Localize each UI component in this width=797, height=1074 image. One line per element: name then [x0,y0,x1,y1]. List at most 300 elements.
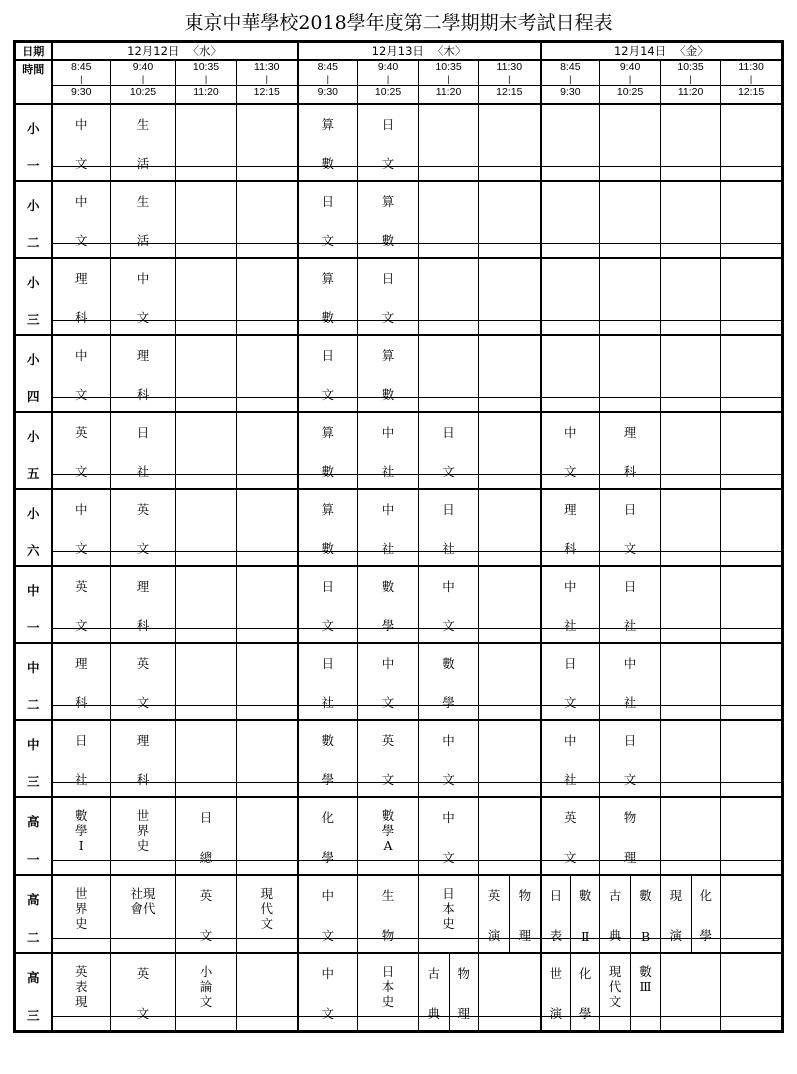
period-time [298,60,358,104]
exam-cell [419,181,479,258]
exam-cell [52,566,111,643]
period-separator: | [508,74,511,84]
period-separator: | [628,74,632,84]
period-separator: | [749,74,753,84]
subject-char-bottom: 科 [136,618,150,633]
subject-char-bottom: 演 [487,928,501,943]
cell-divider [299,320,358,335]
subject-char-top: 理 [564,502,577,517]
exam-cell [358,875,419,953]
exam-cell [111,566,176,643]
exam-cell [237,953,298,1031]
cell-divider [419,166,478,181]
period-start: 11:30 [254,61,280,73]
period-start: 10:35 [435,61,462,73]
cell-divider [542,551,600,566]
date-label: 日期 [15,42,52,61]
day-header-3 [541,42,783,61]
exam-cell [52,104,111,181]
subject-char-bottom: 文 [564,695,577,710]
subject-char-bottom: 文 [381,156,395,171]
exam-cell [661,104,721,181]
grade-level: 小 [26,352,40,367]
subject-char-top: 理 [136,733,150,748]
subject-char-top: 理 [74,271,88,286]
exam-cell [52,643,111,720]
subject-char-top: 日 [564,656,577,671]
period-time [176,60,237,104]
exam-cell [419,335,479,412]
subject-char-top: 世 [549,966,563,981]
subject-char-bottom: 文 [442,464,455,479]
subject-char-bottom: 社 [623,695,637,710]
cell-divider [176,243,236,258]
cell-divider [299,860,358,875]
exam-cell [419,797,479,875]
period-end: 10:25 [111,85,175,97]
subject-char-bottom: 文 [74,387,88,402]
exam-cell [358,489,419,566]
grade-level: 小 [26,121,40,136]
grade-level: 小 [26,429,40,444]
exam-cell [358,104,419,181]
period-end: 12:15 [721,85,781,97]
subject-char-bottom: 文 [321,233,335,248]
subject-char-top: 中 [381,656,395,671]
subject-char-bottom: 理 [457,1005,471,1021]
period-time [661,60,721,104]
cell-divider [542,705,600,720]
subject-char-bottom: 典 [608,928,622,943]
subject-char-bottom: 文 [442,772,455,787]
cell-divider [237,474,297,489]
period-start: 10:35 [677,61,704,73]
subject-char-bottom: 理 [518,928,532,943]
cell-divider [419,1016,478,1031]
subject-char-bottom: 文 [74,464,88,479]
exam-cell [237,875,298,953]
exam-cell [176,489,237,566]
cell-divider [419,628,478,643]
exam-cell [52,489,111,566]
subject-char-bottom: 數 [321,464,335,479]
cell-divider [661,1016,720,1031]
cell-divider [299,243,358,258]
cell-divider [661,705,720,720]
cell-divider [53,474,111,489]
subject-char-bottom: 社 [321,695,335,710]
exam-cell [52,797,111,875]
subject-char-bottom: Ⅱ [580,929,590,944]
cell-divider [721,397,781,412]
cell-divider [176,320,236,335]
exam-cell [479,412,541,489]
exam-cell [111,335,176,412]
subject-char-bottom: 學 [381,618,395,633]
subject-char-top: 日 [381,117,395,132]
period-start: 8:45 [560,61,581,73]
cell-divider [358,474,418,489]
grade-number: 一 [26,852,40,867]
exam-cell [479,953,541,1031]
exam-cell [541,566,600,643]
cell-divider [600,551,660,566]
subject-char-bottom: 表 [549,928,563,943]
exam-cell [419,104,479,181]
cell-divider [111,938,175,953]
cell-divider [479,551,540,566]
exam-cell [176,335,237,412]
subject-text: 日 本 史 [442,886,455,931]
exam-cell [176,875,237,953]
cell-divider [237,782,297,797]
exam-cell [541,643,600,720]
exam-cell [52,953,111,1031]
exam-cell [600,412,661,489]
exam-cell [600,643,661,720]
cell-divider [176,397,236,412]
exam-cell [541,953,600,1031]
cell-divider [237,628,297,643]
period-time [541,60,600,104]
subject-char-bottom: 文 [136,695,150,710]
subject-char-top: 理 [74,656,88,671]
grade-label [15,875,52,953]
cell-divider [53,782,111,797]
exam-cell [358,335,419,412]
period-end: 11:20 [419,85,478,97]
cell-divider [721,628,781,643]
subject-char-top: 數 [442,656,455,671]
subject-char-bottom: 文 [321,387,335,402]
cell-divider [237,551,297,566]
subject-char-top: 算 [321,502,335,517]
exam-cell [600,797,661,875]
subject-char-top: 物 [518,888,532,903]
subject-char-top: 中 [442,579,455,594]
cell-divider [53,705,111,720]
exam-cell [419,258,479,335]
subject-char-top: 生 [381,888,395,903]
subject-char-bottom: 文 [442,850,455,865]
cell-divider [542,860,600,875]
period-start: 10:35 [192,61,220,73]
cell-divider [542,166,600,181]
period-start: 8:45 [317,61,338,73]
subject-char-top: 英 [136,966,150,981]
exam-cell [111,258,176,335]
subject-char-bottom: 學 [442,695,455,710]
subject-char-bottom: B [640,929,651,944]
grade-label [15,720,52,797]
subject-char-top: 中 [321,888,335,903]
period-separator: | [265,74,268,84]
cell-divider [176,705,236,720]
exam-cell [237,566,298,643]
exam-cell [419,489,479,566]
subject-char-top: 英 [487,888,501,903]
period-end: 11:20 [176,85,236,97]
exam-cell [479,566,541,643]
exam-cell [479,875,541,953]
cell-divider [661,474,720,489]
exam-cell [358,643,419,720]
subject-char-top: 中 [442,810,455,825]
period-separator: | [447,74,450,84]
exam-cell [600,181,661,258]
subject-char-bottom: 社 [623,618,637,633]
cell-divider [721,551,781,566]
exam-cell [176,258,237,335]
time-label: 時間 [15,60,52,104]
subject-char-top: 數 [321,733,335,748]
exam-cell [479,797,541,875]
exam-cell [479,181,541,258]
subject-char-top: 理 [136,579,150,594]
grade-number: 六 [26,543,40,558]
subject-char-bottom: 理 [623,850,637,865]
period-end: 10:25 [358,85,418,97]
period-time [721,60,783,104]
exam-cell [176,797,237,875]
exam-cell [176,566,237,643]
cell-divider [358,551,418,566]
cell-divider [600,860,660,875]
period-start: 11:30 [738,61,764,73]
subject-char-bottom: 學 [321,850,335,865]
cell-divider [419,397,478,412]
cell-divider [600,474,660,489]
exam-cell [176,412,237,489]
subject-char-top: 理 [623,425,637,440]
subject-char-top: 物 [623,810,637,825]
subject-char-bottom: 文 [74,541,88,556]
cell-divider [542,782,600,797]
exam-cell [52,181,111,258]
exam-cell [111,643,176,720]
subject-char-bottom: 演 [549,1005,563,1021]
cell-divider [299,474,358,489]
exam-cell [661,181,721,258]
period-time [52,60,111,104]
exam-cell [600,566,661,643]
subject-char-bottom: 學 [578,1005,592,1021]
period-separator: | [80,74,83,84]
exam-cell [541,258,600,335]
cell-divider [53,628,111,643]
cell-divider [53,397,111,412]
subject-char-top: 古 [608,888,622,903]
exam-cell [661,489,721,566]
period-start: 8:45 [71,61,92,73]
subject-char-bottom: 文 [623,541,637,556]
cell-divider [542,243,600,258]
subject-char-top: 算 [321,117,335,132]
grade-level: 高 [26,892,40,907]
subject-text: 英 表 現 [74,964,88,1009]
subject-char-bottom: 文 [321,618,335,633]
subject-char-bottom: 典 [427,1005,441,1021]
subject-char-bottom: 社 [74,772,88,787]
subject-text: 小 論 文 [199,964,213,1009]
grade-number: 四 [26,389,40,404]
subject-char-top: 現 [669,888,683,903]
subject-char-top: 算 [381,348,395,363]
subject-char-bottom: 社 [442,541,455,556]
grade-label [15,335,52,412]
subject-char-top: 日 [321,194,335,209]
subject-char-top: 化 [578,966,592,981]
subject-char-top: 英 [74,579,88,594]
cell-divider [479,938,540,953]
cell-divider [479,860,540,875]
subject-char-top: 英 [136,656,150,671]
cell-divider [299,628,358,643]
exam-cell [176,104,237,181]
exam-cell [541,412,600,489]
grade-label [15,258,52,335]
period-separator: | [141,74,145,84]
exam-cell [721,104,783,181]
exam-cell [541,104,600,181]
exam-cell [111,720,176,797]
exam-cell [541,797,600,875]
cell-divider [600,1016,660,1031]
exam-cell [358,412,419,489]
cell-divider [419,320,478,335]
subject-char-top: 英 [74,425,88,440]
subject-char-bottom: 文 [564,850,577,865]
cell-divider [479,243,540,258]
cell-divider [542,474,600,489]
cell-divider [600,938,660,953]
exam-cell [52,875,111,953]
cell-divider [299,782,358,797]
subject-char-bottom: 社 [564,772,577,787]
exam-cell [111,875,176,953]
cell-divider [358,320,418,335]
cell-divider [176,551,236,566]
subject-char-top: 英 [564,810,577,825]
subject-char-bottom: 科 [564,541,577,556]
exam-cell [52,335,111,412]
grade-label [15,953,52,1031]
cell-divider [479,782,540,797]
subject-char-bottom: 社 [381,464,395,479]
cell-divider [358,1016,418,1031]
period-time [419,60,479,104]
cell-divider [237,320,297,335]
exam-cell [176,953,237,1031]
subject-char-bottom: 數 [381,233,395,248]
subject-char-top: 日 [321,656,335,671]
subject-char-bottom: 文 [381,310,395,325]
cell-divider [661,551,720,566]
cell-divider [237,166,297,181]
exam-cell [298,797,358,875]
exam-cell [419,953,479,1031]
exam-schedule-table [13,40,784,1033]
exam-cell [721,489,783,566]
cell-divider [53,1016,111,1031]
subject-char-top: 日 [623,502,637,517]
exam-cell [237,181,298,258]
grade-number: 二 [26,235,40,250]
cell-divider [419,474,478,489]
cell-divider [53,938,111,953]
exam-cell [479,335,541,412]
cell-divider [358,705,418,720]
cell-divider [53,551,111,566]
cell-divider [661,166,720,181]
subject-char-top: 中 [442,733,455,748]
exam-cell [358,566,419,643]
subject-char-top: 中 [564,579,577,594]
day-header-1 [52,42,298,61]
cell-divider [237,938,297,953]
period-time [237,60,298,104]
grade-level: 中 [26,737,40,752]
subject-char-bottom: 文 [136,1005,150,1021]
period-separator: | [569,74,572,84]
cell-divider [661,860,720,875]
cell-divider [237,397,297,412]
cell-divider [237,860,297,875]
subject-char-bottom: 社 [564,618,577,633]
exam-cell [298,953,358,1031]
cell-divider [721,938,781,953]
subject-char-top: 中 [74,117,88,132]
exam-cell [661,412,721,489]
cell-divider [419,860,478,875]
subject-char-top: 中 [321,966,335,981]
exam-cell [237,258,298,335]
cell-divider [542,938,600,953]
exam-cell [600,953,661,1031]
exam-cell [661,643,721,720]
subject-char-bottom: 文 [381,772,395,787]
subject-char-top: 日 [442,425,455,440]
exam-cell [358,258,419,335]
cell-divider [111,243,175,258]
exam-cell [600,335,661,412]
cell-divider [600,782,660,797]
exam-cell [111,953,176,1031]
grade-number: 三 [26,1007,40,1023]
exam-cell [298,875,358,953]
cell-divider [542,397,600,412]
subject-char-bottom: 文 [136,541,150,556]
cell-divider [661,397,720,412]
subject-text: 數 Ⅲ [639,964,652,994]
grade-level: 中 [26,583,40,598]
exam-cell [52,258,111,335]
exam-cell [661,566,721,643]
period-start: 9:40 [132,61,154,73]
grade-level: 小 [26,506,40,521]
cell-divider [661,320,720,335]
cell-divider [358,938,418,953]
grade-number: 二 [26,697,40,712]
exam-cell [419,566,479,643]
subject-char-bottom: 文 [74,618,88,633]
subject-char-top: 英 [136,502,150,517]
subject-char-bottom: 數 [381,387,395,402]
page-title: 東京中華學校2018學年度第二學期期末考試日程表 [184,12,613,34]
exam-cell [721,566,783,643]
subject-char-top: 日 [199,810,213,825]
exam-cell [298,489,358,566]
